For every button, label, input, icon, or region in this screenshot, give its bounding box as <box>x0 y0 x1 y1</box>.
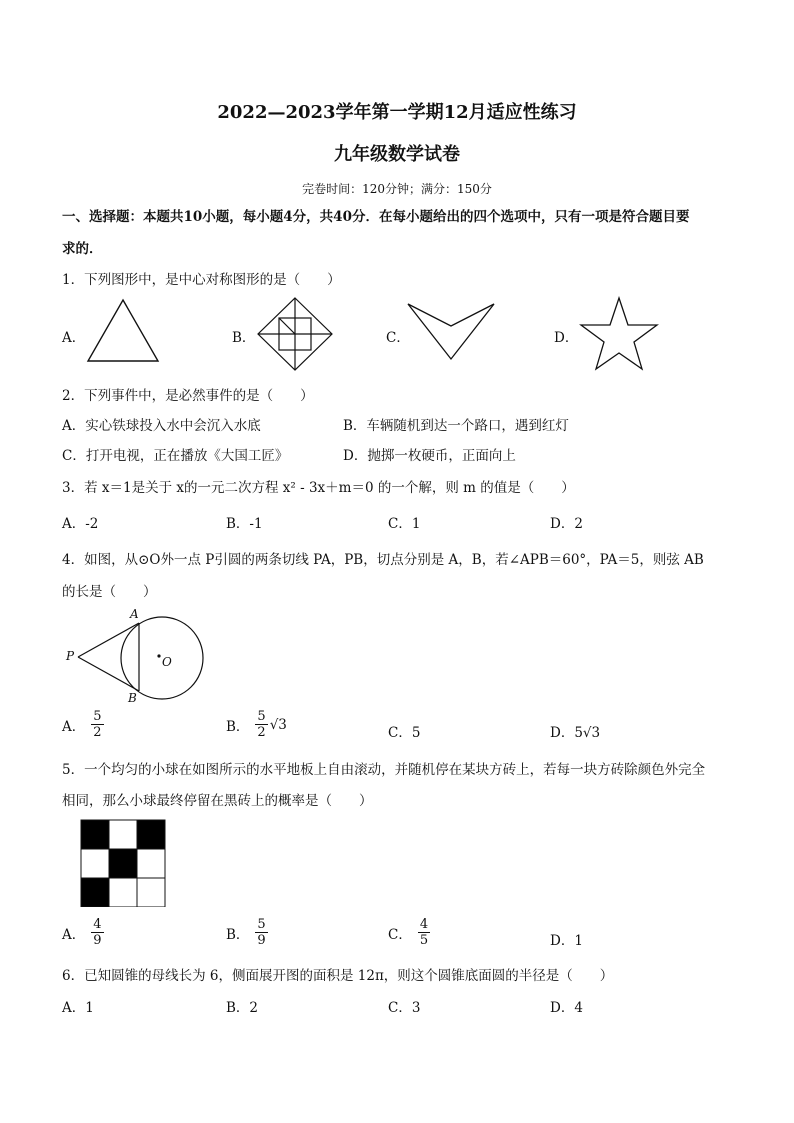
denominator: 2 <box>93 725 102 740</box>
point-b-label: B <box>128 691 137 705</box>
fraction <box>255 709 267 740</box>
q4-option-a <box>62 709 104 740</box>
q5-option-d: D．1 <box>550 933 583 949</box>
numerator: 5 <box>257 917 266 932</box>
page-subtitle: 九年级数学试卷 <box>334 144 460 165</box>
sqrt-three: √3 <box>269 716 287 733</box>
black-tile <box>137 820 165 849</box>
q6-option-a: A．1 <box>62 1000 94 1016</box>
white-tile <box>137 849 165 878</box>
q4-option-d: D．5√3 <box>550 725 601 741</box>
black-tile <box>109 849 137 878</box>
numerator: 5 <box>257 709 266 724</box>
q4-option-a-label: A． <box>62 718 86 735</box>
exam-meta: 完卷时间：120分钟；满分：150分 <box>302 182 492 196</box>
point-p-label: P <box>66 649 75 663</box>
q2-option-b: B．车辆随机到达一个路口，遇到红灯 <box>343 418 569 434</box>
q5-option-a <box>62 917 104 948</box>
section-heading-line1: 一、选择题：本题共10小题，每小题4分，共40分．在每小题给出的四个选项中，只有一项是符合题目要 <box>62 209 690 225</box>
q5-option-c-label: C． <box>388 926 412 943</box>
denominator: 2 <box>257 725 266 740</box>
triangle-icon <box>86 298 160 364</box>
q5-option-b <box>226 917 268 948</box>
q2-option-a: A．实心铁球投入水中会沉入水底 <box>62 418 261 434</box>
question-5-stem-line1: 5．一个均匀的小球在如图所示的水平地板上自由滚动，并随机停在某块方砖上，若每一块方砖除颜色外完全 <box>62 762 706 778</box>
tangent-circle-diagram <box>62 606 212 706</box>
white-tile <box>109 820 137 849</box>
question-3-stem: 3．若 x＝1是关于 x的一元二次方程 x² - 3x＋m＝0 的一个解，则 m 的值是（ ） <box>62 480 575 496</box>
question-4-stem-line2: 的长是（ ） <box>62 584 157 600</box>
white-tile <box>109 878 137 907</box>
numerator: 4 <box>93 917 102 932</box>
q6-option-b: B．2 <box>226 1000 259 1016</box>
q6-option-c: C．3 <box>388 1000 421 1016</box>
fraction <box>91 709 103 740</box>
star-icon <box>578 296 660 372</box>
denominator: 9 <box>257 933 266 948</box>
question-6-stem: 6．已知圆锥的母线长为 6，侧面展开图的面积是 12π，则这个圆锥底面圆的半径是（ ） <box>62 968 614 984</box>
pinwheel-square-icon <box>256 296 334 372</box>
q3-option-d: D．2 <box>550 516 583 532</box>
q4-option-c: C．5 <box>388 725 421 741</box>
fraction <box>418 917 430 948</box>
q4-option-b-label: B． <box>226 718 250 735</box>
q5-option-a-label: A． <box>62 926 86 943</box>
q1-option-a-label: A． <box>62 330 86 346</box>
q2-option-c: C．打开电视，正在播放《大国工匠》 <box>62 448 289 464</box>
numerator: 5 <box>93 709 102 724</box>
q2-option-d: D．抛掷一枚硬币，正面向上 <box>343 448 516 464</box>
white-tile <box>81 849 109 878</box>
q1-option-d-label: D． <box>554 330 579 346</box>
denominator: 9 <box>93 933 102 948</box>
q1-option-c-label: C． <box>386 330 410 346</box>
q4-figure <box>62 606 212 706</box>
chevron-shape-icon <box>406 302 496 362</box>
point-o-label: O <box>162 655 172 669</box>
q1-option-b-label: B． <box>232 330 256 346</box>
white-tile <box>137 878 165 907</box>
question-4-stem-line1: 4．如图，从⊙O外一点 P引圆的两条切线 PA，PB，切点分别是 A，B，若∠APB＝60°，PA＝5，则弦 AB <box>62 552 704 568</box>
numerator: 4 <box>419 917 429 932</box>
question-1-stem: 1．下列图形中，是中心对称图形的是（ ） <box>62 272 341 288</box>
q5-option-c <box>388 917 430 948</box>
page-title: 2022—2023学年第一学期12月适应性练习 <box>217 102 577 123</box>
question-2-stem: 2．下列事件中，是必然事件的是（ ） <box>62 388 314 404</box>
q5-option-b-label: B． <box>226 926 250 943</box>
fraction <box>91 917 103 948</box>
black-tile <box>81 878 109 907</box>
fraction <box>255 917 267 948</box>
q3-option-b: B．-1 <box>226 516 263 532</box>
q6-option-d: D．4 <box>550 1000 583 1016</box>
tile-grid <box>80 819 166 907</box>
section-heading-line2: 求的． <box>62 241 103 257</box>
q3-option-c: C．1 <box>388 516 421 532</box>
q3-option-a: A．-2 <box>62 516 99 532</box>
denominator: 5 <box>419 933 429 948</box>
center-point <box>157 654 160 657</box>
q4-option-b <box>226 709 287 740</box>
point-a-label: A <box>130 607 139 621</box>
question-5-stem-line2: 相同，那么小球最终停留在黑砖上的概率是（ ） <box>62 793 373 809</box>
black-tile <box>81 820 109 849</box>
